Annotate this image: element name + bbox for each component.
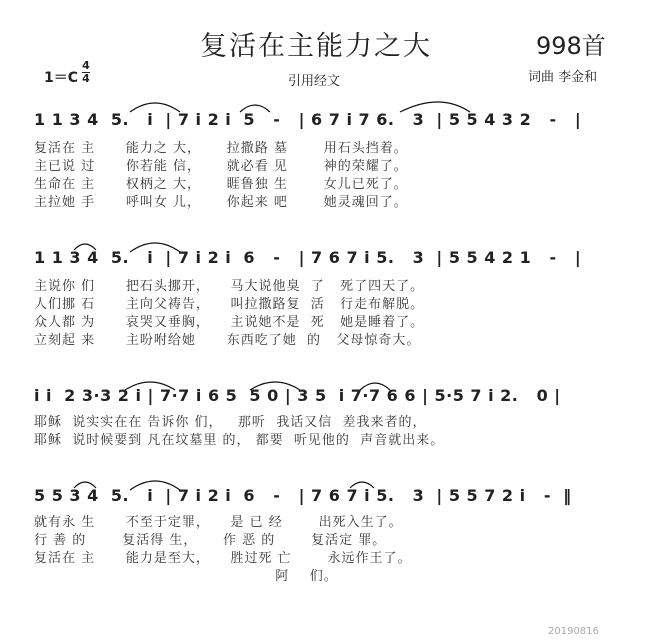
lyric-line: 人们挪 石 主向父祷告， 叫拉撒路复 活 行走布解脱。 [34,297,425,312]
time-signature-top: 4 [82,59,90,72]
time-signature [82,60,90,85]
composer-credit: 词曲 李金和 [528,70,598,85]
notation-line-1: 1 1 3 4 5. i | 7 i 2 i 5 - | 6 7 i 7 6. 3 | 5 5 4 3 2 - | [34,110,582,129]
lyric-line: 主已说 过 你若能 信， 就必看 见 神的荣耀了。 [34,159,408,174]
lyrics-block-2 [34,278,424,350]
lyrics-block-1 [34,140,408,212]
lyric-line: 复活在 主 能力是至大， 胜过死 亡 永远作王了。 [34,551,412,566]
lyric-line: 众人都 为 哀哭又垂胸， 主说她不是 死 她是睡着了。 [34,315,425,330]
hymn-number: 998首 [536,32,606,60]
time-signature-bottom: 4 [82,72,90,85]
lyric-line: 主说你 们 把石头挪开， 马大说他臭 了 死了四天了。 [34,279,425,294]
subtitle: 引用经文 [288,74,341,89]
lyric-line: 耶稣 说时候要到 凡在坟墓里 的， 都要 听见他的 声音就出来。 [34,433,445,448]
lyrics-block-3 [34,414,444,450]
lyric-line: 耶稣 说实实在在 告诉你 们， 那听 我话又信 差我来者的， [34,415,427,430]
lyric-line: 生命在 主 权柄之 大， 睚鲁独 生 女儿已死了。 [34,177,408,192]
date-stamp: 20190816 [548,626,599,637]
song-title: 复活在主能力之大 [200,31,432,62]
lyric-line: 阿 们。 [34,569,338,584]
lyrics-block-4 [34,514,412,586]
lyric-line: 行 善 的 复活得 生， 作 恶 的 复活定 罪。 [34,533,387,548]
notation-line-2: 1 1 3 4 5. i | 7 i 2 i 6 - | 7 6 7 i 5. 3 | 5 5 4 2 1 - | [34,248,582,267]
notation-line-3: i i 2 3·3 2 i | 7·7 i 6 5 5 0 | 3 5 i 7·7 6 6 | 5·5 7 i 2. 0 | [34,386,561,405]
lyric-line: 复活在 主 能力之 大， 拉撒路 墓 用石头挡着。 [34,141,408,156]
key-signature: 1＝C [44,70,79,86]
notation-line-4: 5 5 3 4 5. i | 7 i 2 i 6 - | 7 6 7 i 5. 3 | 5 5 7 2 i - ‖ [34,486,572,505]
lyric-line: 立刻起 来 主吩咐给她 东西吃了她 的 父母惊奇大。 [34,333,421,348]
lyric-line: 主拉她 手 呼叫女 儿， 你起来 吧 她灵魂回了。 [34,195,408,210]
lyric-line: 就有永 生 不至于定罪， 是 已 经 出死入生了。 [34,515,403,530]
